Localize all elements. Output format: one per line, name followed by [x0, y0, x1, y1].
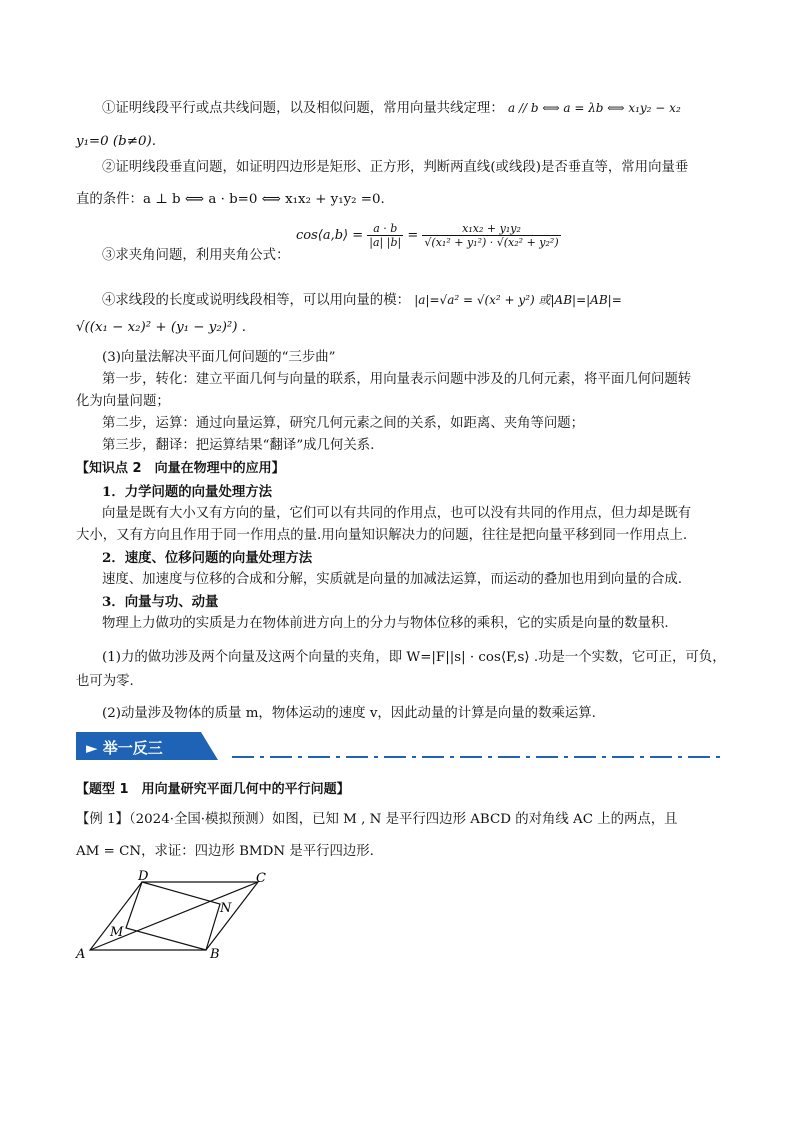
dash-divider — [232, 756, 726, 758]
denominator: |a| |b| — [369, 236, 402, 249]
angle-formula — [296, 222, 561, 272]
text-line — [76, 414, 752, 434]
heading-text: 【知识点 2 向量在物理中的应用】 — [76, 461, 285, 476]
text: 第三步，翻译：把运算结果“翻译”成几何关系. — [102, 438, 375, 453]
text-line — [76, 436, 752, 456]
heading-text: 2．速度、位移问题的向量处理方法 — [102, 550, 313, 566]
text-line — [76, 614, 752, 634]
text: 向量是既有大小又有方向的量，它们可以有共同的作用点，也可以没有共同的作用点，但力却是既有 — [102, 506, 692, 521]
cos-label: cos⟨a,b⟩ = — [296, 228, 364, 243]
numerator: a · b — [367, 222, 403, 236]
text-line — [76, 290, 752, 311]
text-line — [76, 348, 752, 368]
formula: √((x₁ − x₂)² + (y₁ − y₂)²) . — [76, 320, 247, 335]
text-line — [76, 318, 726, 338]
text-line — [76, 810, 726, 830]
text: ①证明线段平行或点共线问题，以及相似问题，常用向量共线定理： — [102, 101, 504, 116]
parallelogram-figure — [70, 866, 280, 966]
equals: = — [407, 228, 419, 243]
text: 速度、加速度与位移的合成和分解，实质就是向量的加减法运算，而运动的叠加也用到向量的合成. — [102, 572, 683, 587]
formula: y₁=0 (b≠0). — [76, 134, 156, 149]
formula: |a|=√a² = √(x² + y²) 或|AB|=|AB|= — [414, 293, 622, 307]
subheading — [76, 548, 752, 569]
text: AM = CN，求证：四边形 BMDN 是平行四边形. — [76, 844, 374, 859]
text: ②证明线段垂直问题，如证明四边形是矩形、正方形，判断两直线(或线段)是否垂直等，常用向量垂 — [102, 160, 689, 175]
text-line — [76, 132, 726, 152]
label-d: D — [138, 869, 149, 884]
text: 【例 1】（2024·全国·模拟预测）如图，已知 M , N 是平行四边形 ABCD 的对角线 AC 上的两点，且 — [76, 812, 678, 827]
text: 化为向量问题； — [76, 394, 170, 409]
text: 大小，又有方向且作用于同一作用点的量.用向量知识解决力的问题，往往是把向量平移到同一作用点上. — [76, 528, 688, 543]
text-line — [76, 648, 752, 668]
text-line — [76, 526, 726, 546]
label-a: A — [76, 947, 86, 962]
text-line — [76, 704, 752, 724]
text: 第二步，运算：通过向量运算，研究几何元素之间的关系，如距离、夹角等问题； — [102, 416, 585, 431]
problem-type-heading — [76, 780, 726, 800]
text-line — [76, 504, 752, 524]
heading-text: 【题型 1 用向量研究平面几何中的平行问题】 — [76, 782, 350, 797]
banner-title: ► 举一反三 — [86, 739, 163, 757]
text: ③求夹角问题，利用夹角公式： — [102, 248, 290, 263]
text-line — [76, 392, 726, 412]
label-b: B — [210, 947, 220, 962]
numerator: x₁x₂ + y₁y₂ — [422, 222, 560, 236]
label-m: M — [110, 925, 124, 940]
text: 物理上力做功的实质是力在物体前进方向上的分力与物体位移的乘积，它的实质是向量的数量积. — [102, 616, 669, 631]
text: 直的条件：a ⊥ b ⟺ a · b=0 ⟺ x₁x₂ + y₁y₂ =0. — [76, 192, 385, 207]
text: 第一步，转化：建立平面几何与向量的联系，用向量表示问题中涉及的几何元素，将平面几何问题转 — [102, 372, 692, 387]
text: (1)力的做功涉及两个向量及这两个向量的夹角，即 W=|F||s| · cos⟨F,s⟩ .功是一个实数，它可正，可负， — [102, 650, 726, 665]
section-banner — [76, 732, 226, 762]
subheading — [76, 482, 752, 503]
formula: a // b ⟺ a = λb ⟺ x₁y₂ − x₂ — [507, 101, 681, 115]
text: 也可为零. — [76, 674, 134, 689]
text-line — [76, 570, 752, 590]
text-line — [76, 158, 752, 178]
text: (3)向量法解决平面几何问题的“三步曲” — [102, 350, 336, 365]
label-c: C — [256, 871, 266, 886]
section-heading — [76, 459, 726, 479]
text-line — [76, 190, 726, 210]
text-line — [76, 370, 752, 390]
text: (2)动量涉及物体的质量 m，物体运动的速度 v，因此动量的计算是向量的数乘运算. — [102, 706, 596, 721]
text: ④求线段的长度或说明线段相等，可以用向量的模： — [102, 293, 410, 308]
denominator: √(x₁² + y₁²) · √(x₂² + y₂²) — [424, 236, 559, 249]
heading-text: 3．向量与功、动量 — [102, 594, 219, 610]
fraction — [367, 222, 403, 249]
fraction — [422, 222, 560, 249]
heading-text: 1．力学问题的向量处理方法 — [102, 484, 273, 500]
subheading — [76, 592, 752, 613]
label-n: N — [220, 901, 232, 916]
text-line — [76, 672, 726, 692]
text-line — [76, 842, 726, 862]
text-line — [76, 98, 752, 119]
